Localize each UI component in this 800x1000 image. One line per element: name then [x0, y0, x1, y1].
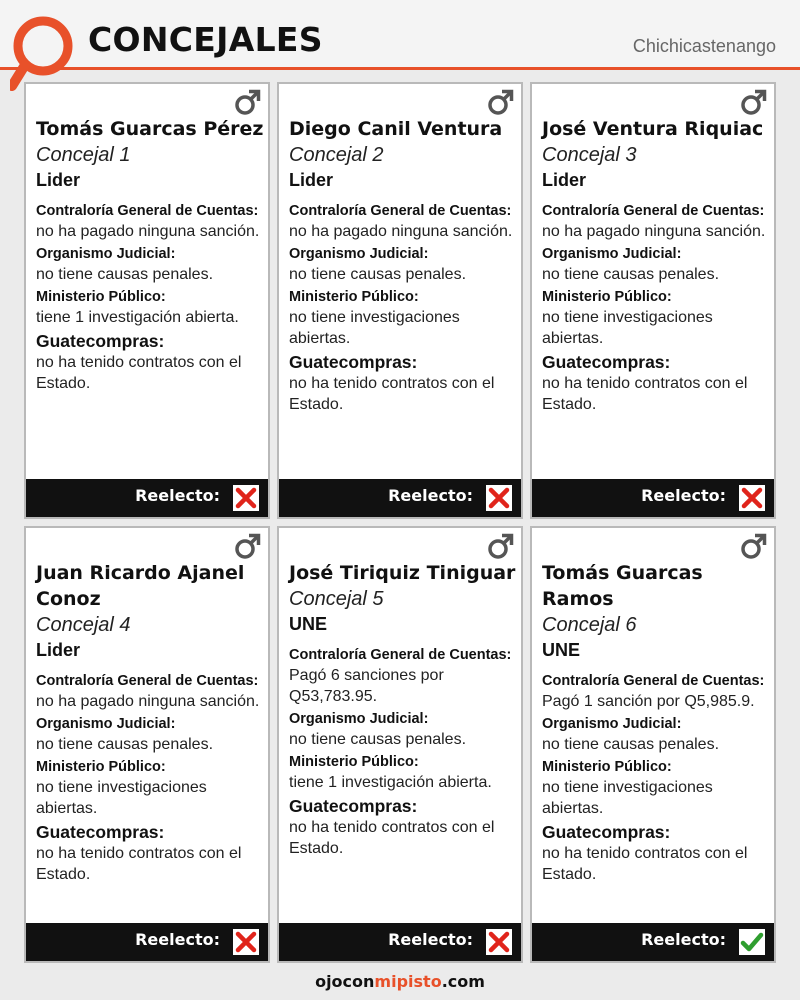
guatecompras-value: no ha tenido contratos con el Estado. — [36, 845, 242, 883]
ministerio-label: Ministerio Público: — [542, 289, 672, 305]
concejal-role: Concejal 4 — [36, 614, 131, 636]
concejal-card — [530, 82, 776, 519]
guatecompras-label: Guatecompras: — [542, 352, 671, 372]
contraloria-value: no ha pagado ninguna sanción. — [36, 693, 260, 710]
reelecto-bar — [26, 479, 268, 517]
concejal-name: Juan Ricardo Ajanel Conoz — [36, 562, 245, 610]
concejal-card — [24, 526, 270, 963]
judicial-value: no tiene causas penales. — [289, 731, 467, 748]
concejal-name: Diego Canil Ventura — [289, 118, 503, 140]
judicial-label: Organismo Judicial: — [36, 716, 176, 732]
cross-icon — [486, 485, 512, 511]
municipio-label: Chichicastenango — [632, 36, 776, 56]
reelecto-label: Reelecto: — [388, 930, 473, 949]
concejal-name: José Ventura Riquiac — [542, 118, 764, 140]
contraloria-value: Pagó 1 sanción por Q5,985.9. — [542, 693, 755, 710]
concejal-card — [24, 82, 270, 519]
ministerio-label: Ministerio Público: — [289, 754, 419, 770]
contraloria-label: Contraloría General de Cuentas: — [36, 673, 259, 689]
cross-icon — [739, 485, 765, 511]
guatecompras-label: Guatecompras: — [289, 352, 418, 372]
ministerio-value: no tiene investigaciones abiertas. — [542, 309, 713, 347]
reelecto-bar — [532, 923, 774, 961]
party-name: Lider — [36, 640, 81, 660]
concejal-name: Tomás Guarcas Ramos — [542, 562, 703, 610]
judicial-value: no tiene causas penales. — [289, 266, 467, 283]
guatecompras-label: Guatecompras: — [36, 331, 165, 351]
contraloria-value: no ha pagado ninguna sanción. — [289, 223, 513, 240]
reelecto-bar — [532, 479, 774, 517]
concejal-role: Concejal 6 — [542, 614, 637, 636]
concejal-role: Concejal 3 — [542, 144, 637, 166]
male-icon — [487, 88, 515, 116]
page-title: CONCEJALES — [88, 20, 323, 59]
judicial-label: Organismo Judicial: — [289, 246, 429, 262]
concejal-card — [530, 526, 776, 963]
page-header — [0, 0, 800, 70]
judicial-label: Organismo Judicial: — [542, 246, 682, 262]
contraloria-label: Contraloría General de Cuentas: — [542, 203, 765, 219]
judicial-label: Organismo Judicial: — [289, 711, 429, 727]
concejal-name: José Tiriquiz Tiniguar — [289, 562, 516, 584]
ministerio-value: tiene 1 investigación abierta. — [289, 774, 492, 791]
reelecto-bar — [26, 923, 268, 961]
guatecompras-value: no ha tenido contratos con el Estado. — [289, 819, 495, 857]
ministerio-value: no tiene investigaciones abiertas. — [542, 779, 713, 817]
party-name: UNE — [542, 640, 581, 660]
guatecompras-value: no ha tenido contratos con el Estado. — [542, 845, 748, 883]
contraloria-value: Pagó 6 sanciones por Q53,783.95. — [289, 667, 444, 705]
male-icon — [487, 532, 515, 560]
reelecto-label: Reelecto: — [135, 930, 220, 949]
male-icon — [740, 88, 768, 116]
site-url[interactable]: ojoconmipisto.com — [315, 972, 485, 991]
ministerio-label: Ministerio Público: — [542, 759, 672, 775]
reelecto-label: Reelecto: — [135, 486, 220, 505]
male-icon — [740, 532, 768, 560]
guatecompras-label: Guatecompras: — [542, 822, 671, 842]
ministerio-value: no tiene investigaciones abiertas. — [36, 779, 207, 817]
guatecompras-value: no ha tenido contratos con el Estado. — [36, 354, 242, 392]
ministerio-label: Ministerio Público: — [36, 289, 166, 305]
reelecto-label: Reelecto: — [388, 486, 473, 505]
judicial-value: no tiene causas penales. — [542, 266, 720, 283]
judicial-value: no tiene causas penales. — [542, 736, 720, 753]
concejal-card — [277, 82, 523, 519]
party-name: Lider — [36, 170, 81, 190]
male-icon — [234, 532, 262, 560]
concejal-role: Concejal 2 — [289, 144, 384, 166]
guatecompras-label: Guatecompras: — [289, 796, 418, 816]
party-name: Lider — [542, 170, 587, 190]
judicial-label: Organismo Judicial: — [542, 716, 682, 732]
guatecompras-value: no ha tenido contratos con el Estado. — [542, 375, 748, 413]
concejal-card — [277, 526, 523, 963]
check-icon — [739, 929, 765, 955]
judicial-value: no tiene causas penales. — [36, 736, 214, 753]
party-name: UNE — [289, 614, 328, 634]
cross-icon — [233, 929, 259, 955]
cross-icon — [233, 485, 259, 511]
concejal-role: Concejal 1 — [36, 144, 131, 166]
ministerio-label: Ministerio Público: — [36, 759, 166, 775]
reelecto-bar — [279, 479, 521, 517]
reelecto-bar — [279, 923, 521, 961]
contraloria-label: Contraloría General de Cuentas: — [36, 203, 259, 219]
ministerio-label: Ministerio Público: — [289, 289, 419, 305]
concejal-role: Concejal 5 — [289, 588, 384, 610]
reelecto-label: Reelecto: — [641, 486, 726, 505]
contraloria-value: no ha pagado ninguna sanción. — [36, 223, 260, 240]
reelecto-label: Reelecto: — [641, 930, 726, 949]
contraloria-label: Contraloría General de Cuentas: — [289, 647, 512, 663]
contraloria-label: Contraloría General de Cuentas: — [289, 203, 512, 219]
male-icon — [234, 88, 262, 116]
cross-icon — [486, 929, 512, 955]
guatecompras-value: no ha tenido contratos con el Estado. — [289, 375, 495, 413]
contraloria-value: no ha pagado ninguna sanción. — [542, 223, 766, 240]
party-name: Lider — [289, 170, 334, 190]
guatecompras-label: Guatecompras: — [36, 822, 165, 842]
concejal-name: Tomás Guarcas Pérez — [36, 118, 264, 140]
judicial-label: Organismo Judicial: — [36, 246, 176, 262]
judicial-value: no tiene causas penales. — [36, 266, 214, 283]
ministerio-value: no tiene investigaciones abiertas. — [289, 309, 460, 347]
contraloria-label: Contraloría General de Cuentas: — [542, 673, 765, 689]
ministerio-value: tiene 1 investigación abierta. — [36, 309, 239, 326]
